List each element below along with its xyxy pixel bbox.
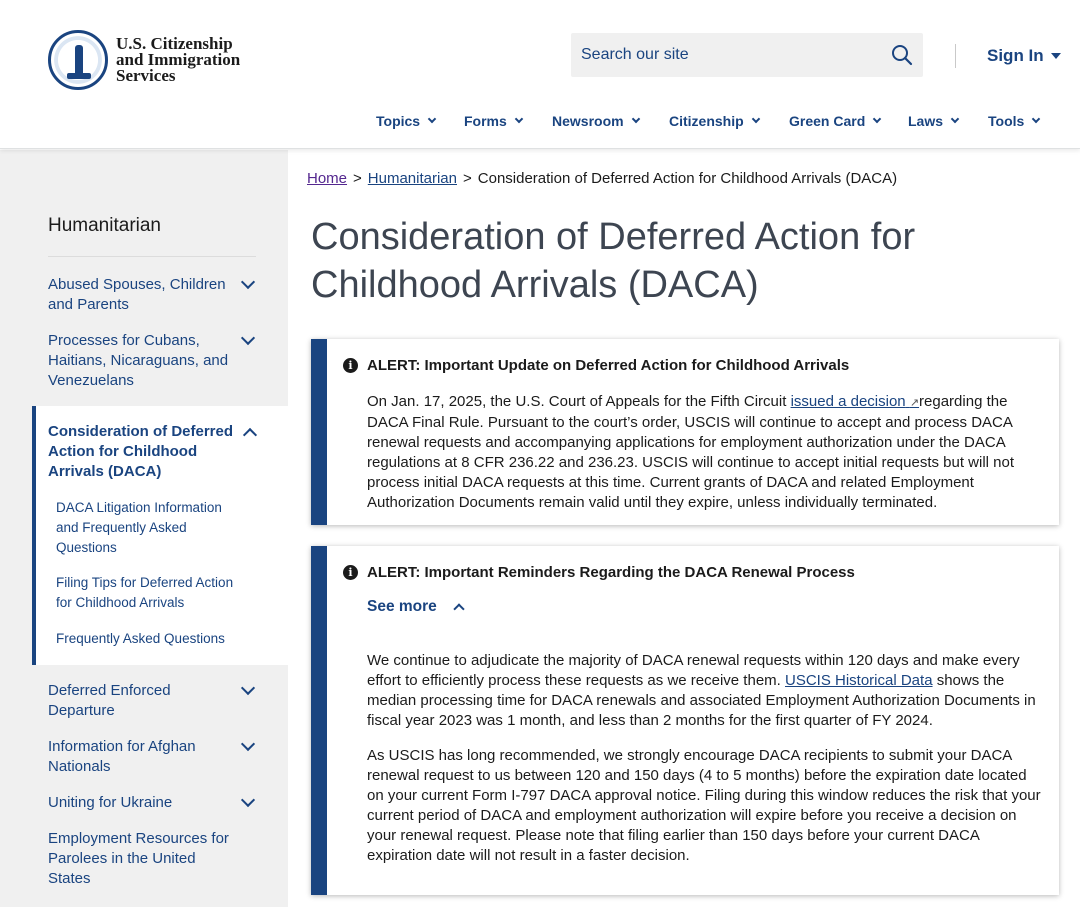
logo-line-1: U.S. Citizenship bbox=[116, 34, 233, 53]
chevron-down-icon bbox=[515, 115, 523, 123]
alert-body bbox=[367, 392, 1047, 513]
chevron-up-icon[interactable] bbox=[243, 428, 257, 442]
nav-newsroom[interactable] bbox=[552, 113, 639, 129]
side-item-daca[interactable]: Consideration of Deferred Action for Childhood Arrivals (DACA) bbox=[48, 423, 234, 480]
alert-heading bbox=[343, 357, 849, 374]
nav-label: Newsroom bbox=[552, 113, 624, 129]
alert-text: We continue to adjudicate the majority of DACA renewal requests within 120 days and make every effort to efficiently process these requests as we receive them. bbox=[367, 652, 1020, 689]
alert-heading-text: ALERT: Important Reminders Regarding the DACA Renewal Process bbox=[367, 564, 855, 581]
sign-in-label: Sign In bbox=[987, 46, 1044, 65]
main-nav bbox=[0, 113, 1080, 133]
logo-line-2: and Immigration bbox=[116, 50, 241, 69]
alert-text: regarding the DACA Final Rule. Pursuant to the court’s order, USCIS will continue to accept and process DACA renewal requests and accompanying applications for employment authorization under the DACA regulations at 8 CFR 236.22 and 236.23. USCIS will continue to accept initial requests but will not process initial DACA requests at this time. Current grants of DACA and related Employment Authorization Documents remain valid until they expire, unless individually terminated. bbox=[367, 393, 1015, 511]
alert-text: On Jan. 17, 2025, the U.S. Court of Appeals for the Fifth Circuit bbox=[367, 393, 791, 410]
site-header bbox=[0, 0, 1080, 149]
nav-citizenship[interactable] bbox=[669, 113, 759, 129]
chevron-down-icon bbox=[1032, 115, 1040, 123]
nav-label: Laws bbox=[908, 113, 944, 129]
dhs-seal-icon bbox=[48, 30, 108, 90]
chevron-down-icon bbox=[873, 115, 881, 123]
chevron-down-icon bbox=[951, 115, 959, 123]
alert-paragraph-1 bbox=[367, 651, 1047, 731]
nav-topics[interactable] bbox=[376, 113, 435, 129]
uscis-historical-data-link[interactable]: USCIS Historical Data bbox=[785, 672, 933, 689]
see-more-label: See more bbox=[367, 598, 437, 615]
external-link-icon: ↗ bbox=[909, 397, 920, 409]
logo-text bbox=[116, 36, 240, 84]
side-subitem-daca-litigation[interactable]: DACA Litigation Information and Frequently Asked Questions bbox=[56, 500, 222, 555]
chevron-down-icon bbox=[631, 115, 639, 123]
alert-heading bbox=[343, 564, 855, 581]
chevron-down-icon[interactable] bbox=[241, 737, 255, 751]
nav-green-card[interactable] bbox=[789, 113, 880, 129]
alert-daca-renewal bbox=[311, 546, 1059, 895]
logo-line-3: Services bbox=[116, 66, 176, 85]
side-nav bbox=[0, 150, 288, 907]
side-item-afghan[interactable]: Information for Afghan Nationals bbox=[48, 738, 196, 775]
breadcrumb-separator: > bbox=[353, 170, 362, 187]
uscis-logo[interactable] bbox=[48, 30, 240, 90]
side-item-ukraine[interactable]: Uniting for Ukraine bbox=[48, 794, 173, 811]
breadcrumb-separator: > bbox=[463, 170, 472, 187]
breadcrumb-home[interactable]: Home bbox=[307, 170, 348, 187]
nav-label: Green Card bbox=[789, 113, 866, 129]
see-more-toggle[interactable] bbox=[367, 598, 463, 616]
issued-decision-link[interactable] bbox=[791, 393, 919, 410]
chevron-down-icon[interactable] bbox=[241, 793, 255, 807]
side-item-abused-spouses[interactable]: Abused Spouses, Children and Parents bbox=[48, 276, 226, 313]
chevron-down-icon bbox=[428, 115, 436, 123]
info-icon: i bbox=[343, 565, 358, 580]
side-nav-title: Humanitarian bbox=[48, 215, 161, 236]
chevron-down-icon[interactable] bbox=[241, 275, 255, 289]
caret-down-icon bbox=[1051, 53, 1061, 59]
search-box bbox=[571, 33, 923, 77]
side-subitem-filing-tips[interactable]: Filing Tips for Deferred Action for Childhood Arrivals bbox=[56, 575, 234, 610]
side-subitem-faq[interactable]: Frequently Asked Questions bbox=[56, 631, 225, 646]
side-item-deferred-enforced[interactable]: Deferred Enforced Departure bbox=[48, 682, 171, 719]
side-item-processes-cubans[interactable]: Processes for Cubans, Haitians, Nicaraguans, and Venezuelans bbox=[48, 332, 229, 389]
breadcrumb-humanitarian[interactable]: Humanitarian bbox=[367, 170, 457, 187]
nav-label: Citizenship bbox=[669, 113, 744, 129]
nav-label: Tools bbox=[988, 113, 1025, 129]
nav-label: Topics bbox=[376, 113, 421, 129]
nav-forms[interactable] bbox=[464, 113, 522, 129]
chevron-down-icon[interactable] bbox=[241, 331, 255, 345]
sign-in-button[interactable] bbox=[987, 46, 1061, 66]
alert-text: shows the median processing time for DACA renewals and associated Employment Authorization Documents in fiscal year 2023 was 1 month, and less than 2 months for the first quarter of FY 2024. bbox=[367, 672, 1036, 729]
search-input[interactable] bbox=[581, 33, 881, 77]
breadcrumb-current: Consideration of Deferred Action for Childhood Arrivals (DACA) bbox=[477, 170, 898, 187]
chevron-down-icon[interactable] bbox=[241, 681, 255, 695]
side-item-employment-resources[interactable]: Employment Resources for Parolees in the United States bbox=[48, 830, 229, 887]
side-nav-divider bbox=[48, 256, 256, 257]
page-title: Consideration of Deferred Action for Childhood Arrivals (DACA) bbox=[311, 216, 916, 306]
breadcrumb bbox=[307, 170, 897, 187]
alert-paragraph-2: As USCIS has long recommended, we strongly encourage DACA recipients to submit your DACA renewal request to us between 120 and 150 days (4 to 5 months) before the expiration date located on your current Form I-797 DACA approval notice. Filing during this window reduces the risk that your current period of DACA and employment authorization will expire before you receive a decision on your renewal request. Please note that filing earlier than 150 days before your current DACA expiration date will not result in a faster decision. bbox=[367, 747, 1041, 864]
side-item-active-group bbox=[32, 406, 288, 665]
alert-heading-text: ALERT: Important Update on Deferred Action for Childhood Arrivals bbox=[367, 357, 850, 374]
nav-label: Forms bbox=[464, 113, 507, 129]
header-divider bbox=[955, 44, 956, 68]
chevron-down-icon bbox=[751, 115, 759, 123]
nav-laws[interactable] bbox=[908, 113, 958, 129]
link-text: issued a decision bbox=[790, 393, 906, 410]
alert-daca-update bbox=[311, 339, 1059, 525]
info-icon: i bbox=[343, 358, 358, 373]
chevron-up-icon bbox=[453, 603, 464, 614]
search-icon[interactable] bbox=[890, 43, 914, 67]
nav-tools[interactable] bbox=[988, 113, 1039, 129]
